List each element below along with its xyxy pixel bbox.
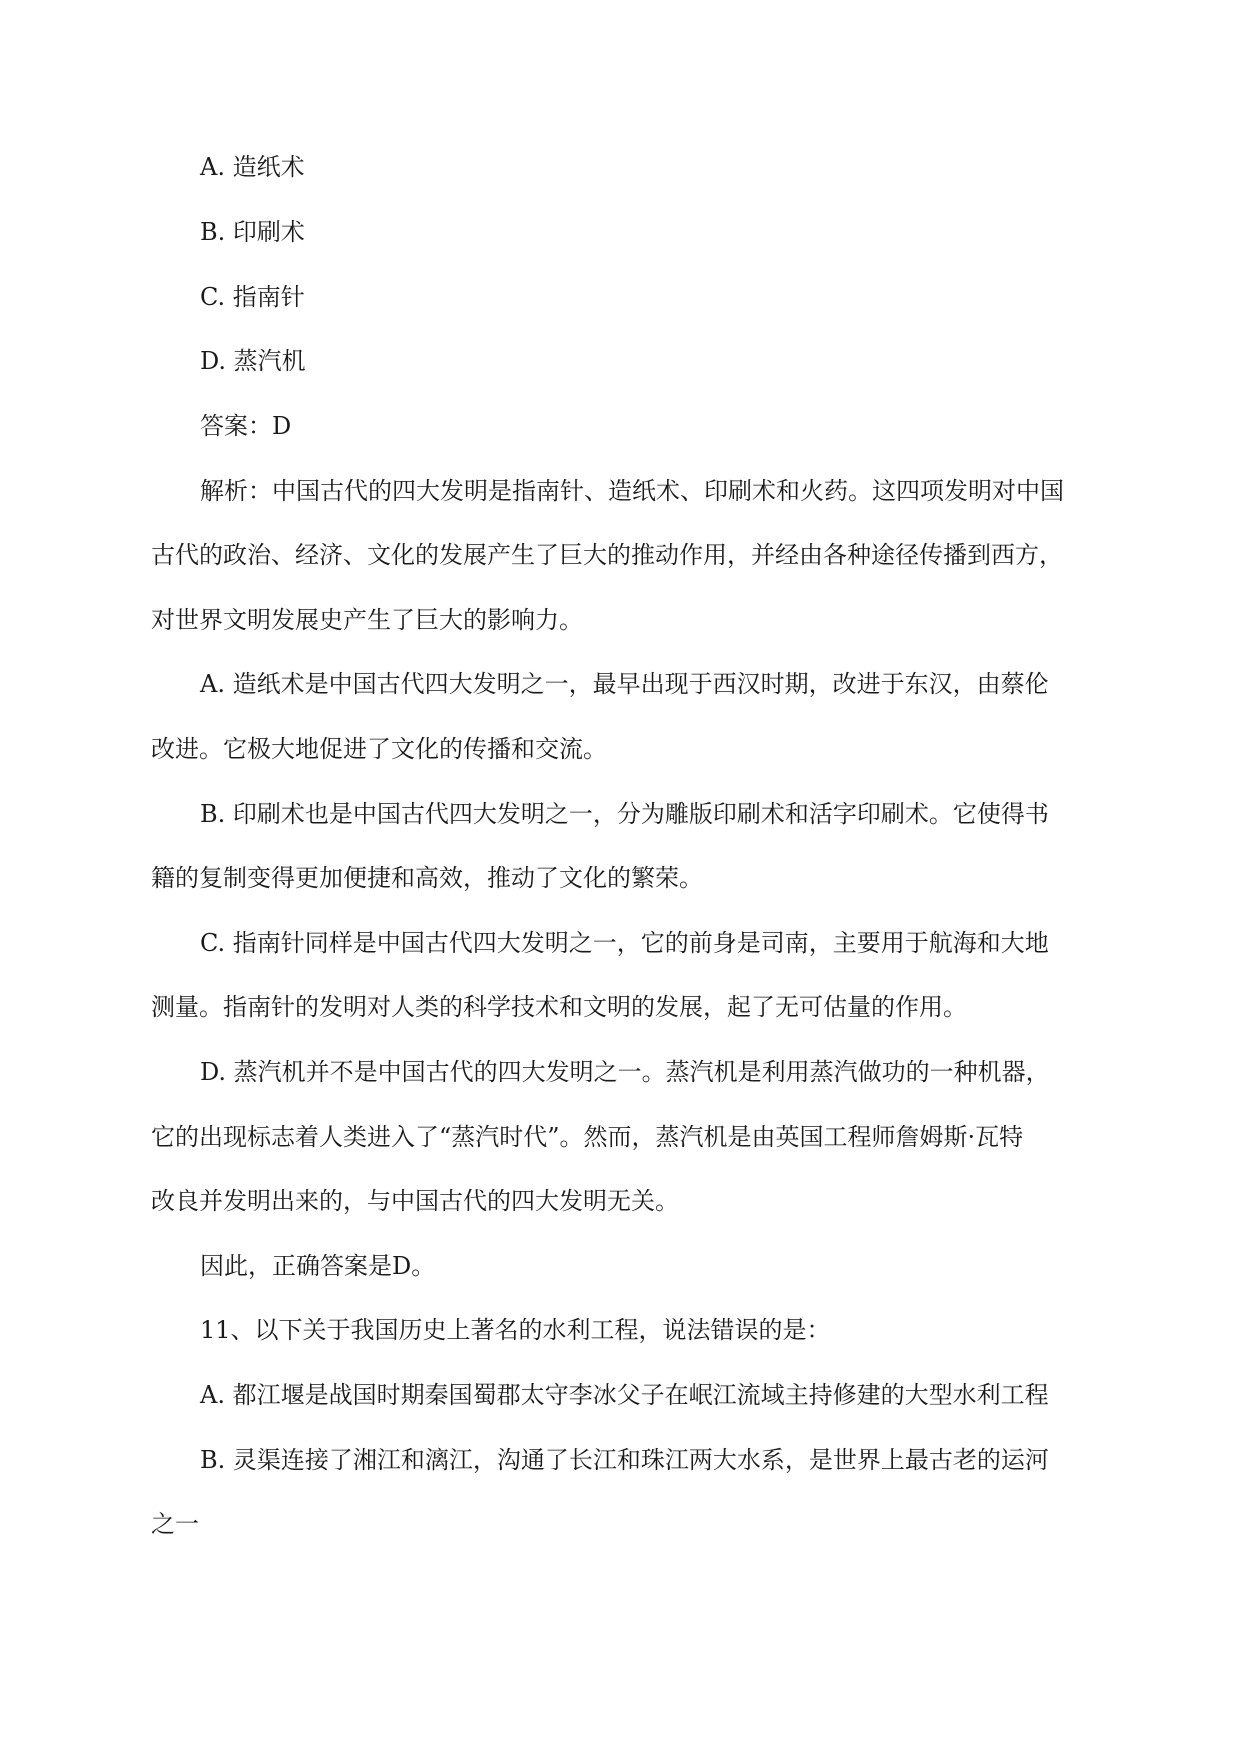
analysis-intro-line-1: 解析：中国古代的四大发明是指南针、造纸术、印刷术和火药。这四项发明对中国: [200, 477, 1064, 505]
question-11-option-a: A. 都江堰是战国时期秦国蜀郡太守李冰父子在岷江流域主持修建的大型水利工程: [200, 1381, 1049, 1409]
analysis-b-line-1: B. 印刷术也是中国古代四大发明之一，分为雕版印刷术和活字印刷术。它使得书: [200, 800, 1049, 828]
question-11-option-b-line-2: 之一: [151, 1510, 199, 1538]
conclusion-line: 因此，正确答案是D。: [200, 1252, 436, 1280]
option-a: A. 造纸术: [200, 153, 305, 181]
analysis-intro-line-3: 对世界文明发展史产生了巨大的影响力。: [151, 606, 583, 634]
option-c: C. 指南针: [200, 283, 305, 311]
analysis-a-line-2: 改进。它极大地促进了文化的传播和交流。: [151, 735, 607, 763]
analysis-a-line-1: A. 造纸术是中国古代四大发明之一，最早出现于西汉时期，改进于东汉，由蔡伦: [200, 670, 1049, 698]
analysis-b-line-2: 籍的复制变得更加便捷和高效，推动了文化的繁荣。: [151, 864, 703, 892]
analysis-c-line-2: 测量。指南针的发明对人类的科学技术和文明的发展，起了无可估量的作用。: [151, 993, 967, 1021]
analysis-intro-line-2: 古代的政治、经济、文化的发展产生了巨大的推动作用，并经由各种途径传播到西方，: [151, 541, 1063, 569]
question-11-option-b-line-1: B. 灵渠连接了湘江和漓江，沟通了长江和珠江两大水系，是世界上最古老的运河: [200, 1446, 1049, 1474]
question-11-stem: 11、以下关于我国历史上著名的水利工程，说法错误的是：: [200, 1316, 831, 1344]
option-b: B. 印刷术: [200, 218, 305, 246]
answer-line: 答案：D: [200, 412, 292, 440]
analysis-c-line-1: C. 指南针同样是中国古代四大发明之一，它的前身是司南，主要用于航海和大地: [200, 929, 1049, 957]
option-d: D. 蒸汽机: [200, 347, 306, 375]
analysis-d-line-1: D. 蒸汽机并不是中国古代的四大发明之一。蒸汽机是利用蒸汽做功的一种机器，: [200, 1058, 1050, 1086]
analysis-d-line-2: 它的出现标志着人类进入了“蒸汽时代”。然而，蒸汽机是由英国工程师詹姆斯·瓦特: [151, 1123, 1024, 1151]
analysis-d-line-3: 改良并发明出来的，与中国古代的四大发明无关。: [151, 1187, 679, 1215]
